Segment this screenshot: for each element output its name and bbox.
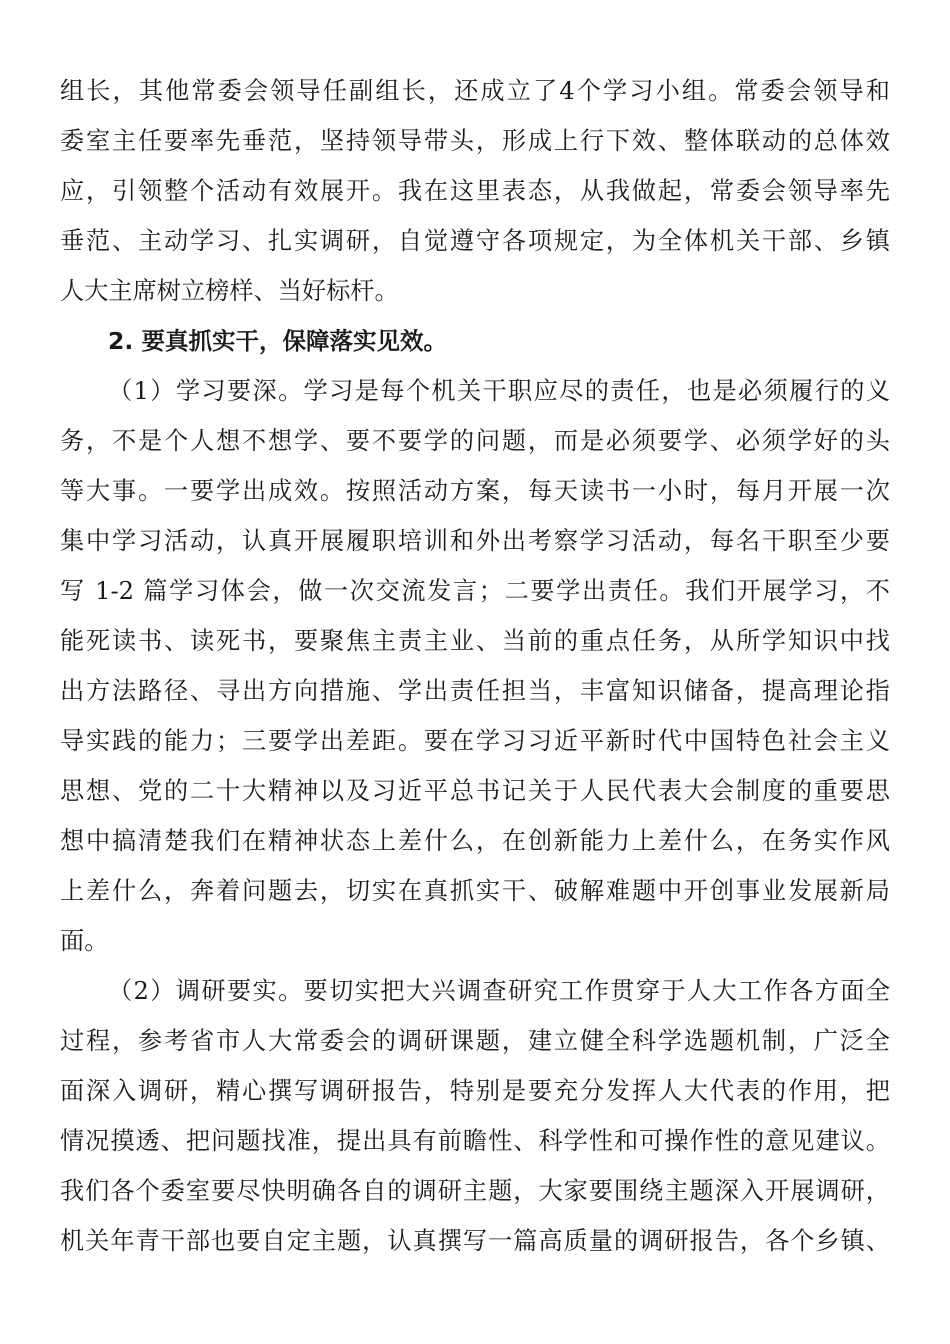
paragraph-line: （1）学习要深。学习是每个机关干职应尽的责任，也是必须履行的义 [108,377,890,405]
paragraph-line: （2）调研要实。要切实把大兴调查研究工作贯穿于人大工作各方面全 [108,977,890,1005]
paragraph-line: 人大主席树立榜样、当好标杆。 [60,277,399,305]
paragraph-line: 思想、党的二十大精神以及习近平总书记关于人民代表大会制度的重要思 [60,777,890,805]
paragraph-line: 集中学习活动，认真开展履职培训和外出考察学习活动，每名干职至少要 [60,527,890,555]
paragraph-line: 想中搞清楚我们在精神状态上差什么，在创新能力上差什么，在务实作风 [60,827,890,855]
paragraph-line: 等大事。一要学出成效。按照活动方案，每天读书一小时，每月开展一次 [60,477,890,505]
paragraph-line: 情况摸透、把问题找准，提出具有前瞻性、科学性和可操作性的意见建议。 [60,1127,890,1155]
paragraph-line: 能死读书、读死书，要聚焦主责主业、当前的重点任务，从所学知识中找 [60,627,890,655]
paragraph-line: 写 1-2 篇学习体会，做一次交流发言；二要学出责任。我们开展学习，不 [60,577,890,605]
paragraph-line: 上差什么，奔着问题去，切实在真抓实干、破解难题中开创事业发展新局 [60,877,890,905]
paragraph-line: 应，引领整个活动有效展开。我在这里表态，从我做起，常委会领导率先 [60,177,890,205]
paragraph-line: 导实践的能力；三要学出差距。要在学习习近平新时代中国特色社会主义 [60,727,890,755]
section-heading: 2. 要真抓实干，保障落实见效。 [108,327,447,355]
document-body [60,66,890,1266]
paragraph-line: 过程，参考省市人大常委会的调研课题，建立健全科学选题机制，广泛全 [60,1027,890,1055]
paragraph-line: 务，不是个人想不想学、要不要学的问题，而是必须要学、必须学好的头 [60,427,890,455]
paragraph-line: 组长，其他常委会领导任副组长，还成立了4个学习小组。常委会领导和 [60,77,890,105]
paragraph-line: 委室主任要率先垂范，坚持领导带头，形成上行下效、整体联动的总体效 [60,127,890,155]
paragraph-line: 面。 [60,927,109,955]
paragraph-line: 我们各个委室要尽快明确各自的调研主题，大家要围绕主题深入开展调研， [60,1177,890,1205]
paragraph-line: 出方法路径、寻出方向措施、学出责任担当，丰富知识储备，提高理论指 [60,677,890,705]
paragraph-line: 垂范、主动学习、扎实调研，自觉遵守各项规定，为全体机关干部、乡镇 [60,227,890,255]
paragraph-line: 机关年青干部也要自定主题，认真撰写一篇高质量的调研报告，各个乡镇、 [60,1227,890,1255]
paragraph-line: 面深入调研，精心撰写调研报告，特别是要充分发挥人大代表的作用，把 [60,1077,890,1105]
